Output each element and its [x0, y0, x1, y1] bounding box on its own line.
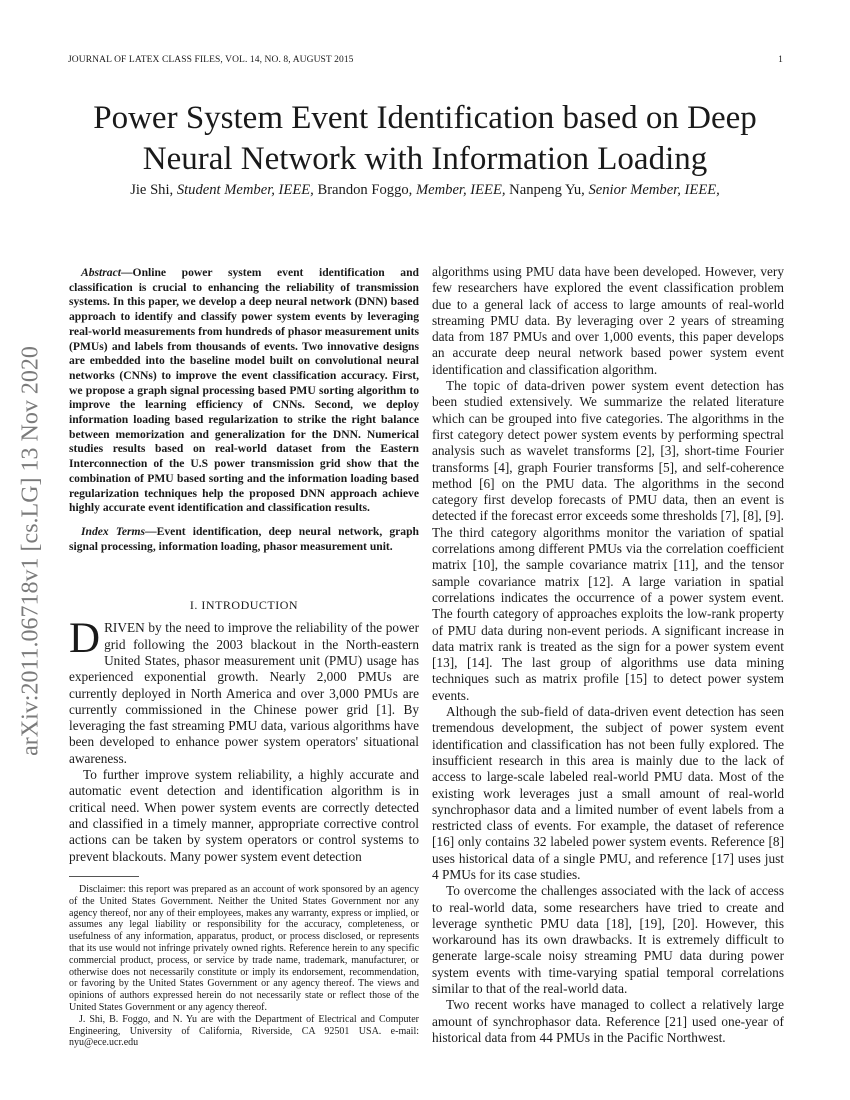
right-paragraph-5: Two recent works have managed to collect a relatively large amount of synchrophasor data. Reference [21] used one-year of historical data from 44 PMUs in the Pacific Northwest. [432, 997, 784, 1045]
footnote-disclaimer: Disclaimer: this report was prepared as an account of work sponsored by an agency of the United States Government. Neither the United States Government nor any agency thereof, nor any of their employees, makes any warranty, express or implied, or assumes any legal liability or responsibility for the accuracy, completeness, or usefulness of any information, apparatus, product, or process disclosed, or represents that its use would not infringe privately owned rights. Reference herein to any specific commercial product, process, or service by trade name, trademark, manufacturer, or otherwise does not necessarily constitute or imply its endorsement, recommendation, or favoring by the United States Government or any agency thereof. The views and opinions of authors expressed herein do not necessarily state or reflect those of the United States Government or any agency thereof. [69, 884, 419, 1013]
intro-paragraph-1 [69, 615, 419, 767]
author-2-role: Member, IEEE, [415, 182, 506, 198]
intro-paragraph-2: To further improve system reliability, a highly accurate and automatic event detection and identification algorithm is in critical need. When power system events are correctly detected and classified in a timely manner, appropriate corrective control actions can be taken by system operators or control systems to prevent blackouts. Many power system event detection [69, 767, 419, 864]
journal-name: JOURNAL OF LATEX CLASS FILES, VOL. 14, NO. 8, AUGUST 2015 [68, 55, 354, 65]
author-2-name: Brandon Foggo, [313, 182, 416, 198]
author-line [60, 182, 790, 199]
index-terms [69, 525, 419, 554]
author-3-name: Nanpeng Yu, [505, 182, 589, 198]
section-heading-introduction: I. INTRODUCTION [189, 598, 299, 613]
drop-cap: D [69, 615, 101, 663]
footnote [69, 884, 419, 1049]
footnote-rule [69, 876, 139, 877]
footnote-affiliation: J. Shi, B. Foggo, and N. Yu are with the Department of Electrical and Computer Engineering, University of California, Riverside, CA 92501 USA. e-mail: nyu@ece.ucr.edu [69, 1013, 419, 1049]
running-header [68, 55, 783, 65]
index-terms-label: Index Terms [81, 524, 146, 538]
abstract-label: Abstract [81, 266, 121, 279]
arxiv-identifier: arXiv:2011.06718v1 [cs.LG] 13 Nov 2020 [17, 346, 44, 756]
paper-title: Power System Event Identification based on Deep Neural Network with Information Loading [93, 100, 757, 177]
index-terms-text: —Event identification, deep neural network, graph signal processing, information loading, phasor measurement unit. [69, 524, 420, 553]
arxiv-stamp [6, 292, 56, 810]
left-column [69, 266, 419, 865]
right-paragraph-4: To overcome the challenges associated with the lack of access to real-world data, some researchers have tried to create and leverage synthetic PMU data [18], [19], [20]. However, this workaround has its own drawbacks. It is extremely difficult to generate large-scale noisy streaming PMU data during power system events with time-varying spatial temporal correlations similar to that of the real-world data. [432, 883, 784, 997]
right-column [432, 264, 784, 1046]
right-paragraph-2: The topic of data-driven power system event detection has been studied extensively. We summarize the related literature which can be grouped into five categories. The algorithms in the first category detect power system events by performing spectral analysis such as wavelet transforms [2], [3], short-time Fourier transforms [4], graph Fourier transforms [5], and self-coherence method [6] on the PMU data. The algorithms in the second category first develop forecasts of PMU data, then an event is detected if the forecast error exceeds some thresholds [7], [8], [9]. The third category algorithms monitor the variation of spatial correlations among different PMUs via the correlation coefficient matrix [10], the sample covariance matrix [11], and the tensor sample covariance matrix [12]. A large variation in spatial correlations indicates the occurrence of a power system event. The fourth category of approaches exploits the low-rank property of PMU data during non-event periods. A significant increase in data matrix rank is treated as the sign for a power system event [13], [14]. The last group of algorithms use data mining techniques such as matrix profile [15] to detect power system events. [432, 378, 784, 703]
page-number: 1 [778, 55, 783, 65]
author-3-role: Senior Member, IEEE, [588, 182, 720, 198]
right-paragraph-3: Although the sub-field of data-driven event detection has seen tremendous development, the subject of power system event identification and classification has not been fully explored. The insufficient research in this area is mainly due to the lack of access to large-scale labeled real-world PMU data. Most of the existing work leverages just a small amount of real-world synchrophasor data and a limited number of event labels from a restricted class of events. For example, the dataset of reference [16] only contains 32 labeled power system events. Reference [8] uses historical data of a single PMU, and reference [17] uses just 4 PMUs for its case studies. [432, 704, 784, 882]
right-paragraph-1: algorithms using PMU data have been developed. However, very few researchers have explored the event classification problem due to a general lack of access to large amounts of real-world streaming PMU data. By leveraging over 2 years of streaming data from 187 PMUs and over 1,000 events, this paper develops an accurate deep neural network based power system event identification and classification algorithm. [432, 264, 784, 377]
intro-paragraph-1-text: RIVEN by the need to improve the reliability of the power grid following the 2003 blackout in the North-eastern United States, phasor measurement unit (PMU) usage has experienced exponential growth. Nearly 2,000 PMUs are currently deployed in North America and over 3,000 PMUs are currently commissioned in the Chinese power grid [1]. By leveraging the fast streaming PMU data, various algorithms have been developed to enhance power system operators' situational awareness. [69, 620, 419, 766]
abstract-text: —Online power system event identification and classification is crucial to enhancing the reliability of transmission systems. In this paper, we develop a deep neural network (DNN) based approach to identify and classify power system events by leveraging real-world measurements from hundreds of phasor measurement units (PMUs) and labels from thousands of events. Two innovative designs are embedded into the baseline model built on convolutional neural networks (CNNs) to improve the event classification accuracy. First, we propose a graph signal processing based PMU sorting algorithm to improve the learning efficiency of CNNs. Second, we deploy information loading based regularization to strike the right balance between memorization and generalization for the DNN. Numerical studies results based on real-world dataset from the Eastern Interconnection of the U.S power transmission grid show that the combination of PMU based sorting and the information loading based regularization techniques help the proposed DNN approach achieve highly accurate event identification and classification results. [69, 266, 419, 515]
author-1-role: Student Member, IEEE, [176, 182, 314, 198]
introduction-body [69, 615, 419, 864]
abstract [69, 266, 419, 516]
author-1-name: Jie Shi, [130, 182, 177, 198]
